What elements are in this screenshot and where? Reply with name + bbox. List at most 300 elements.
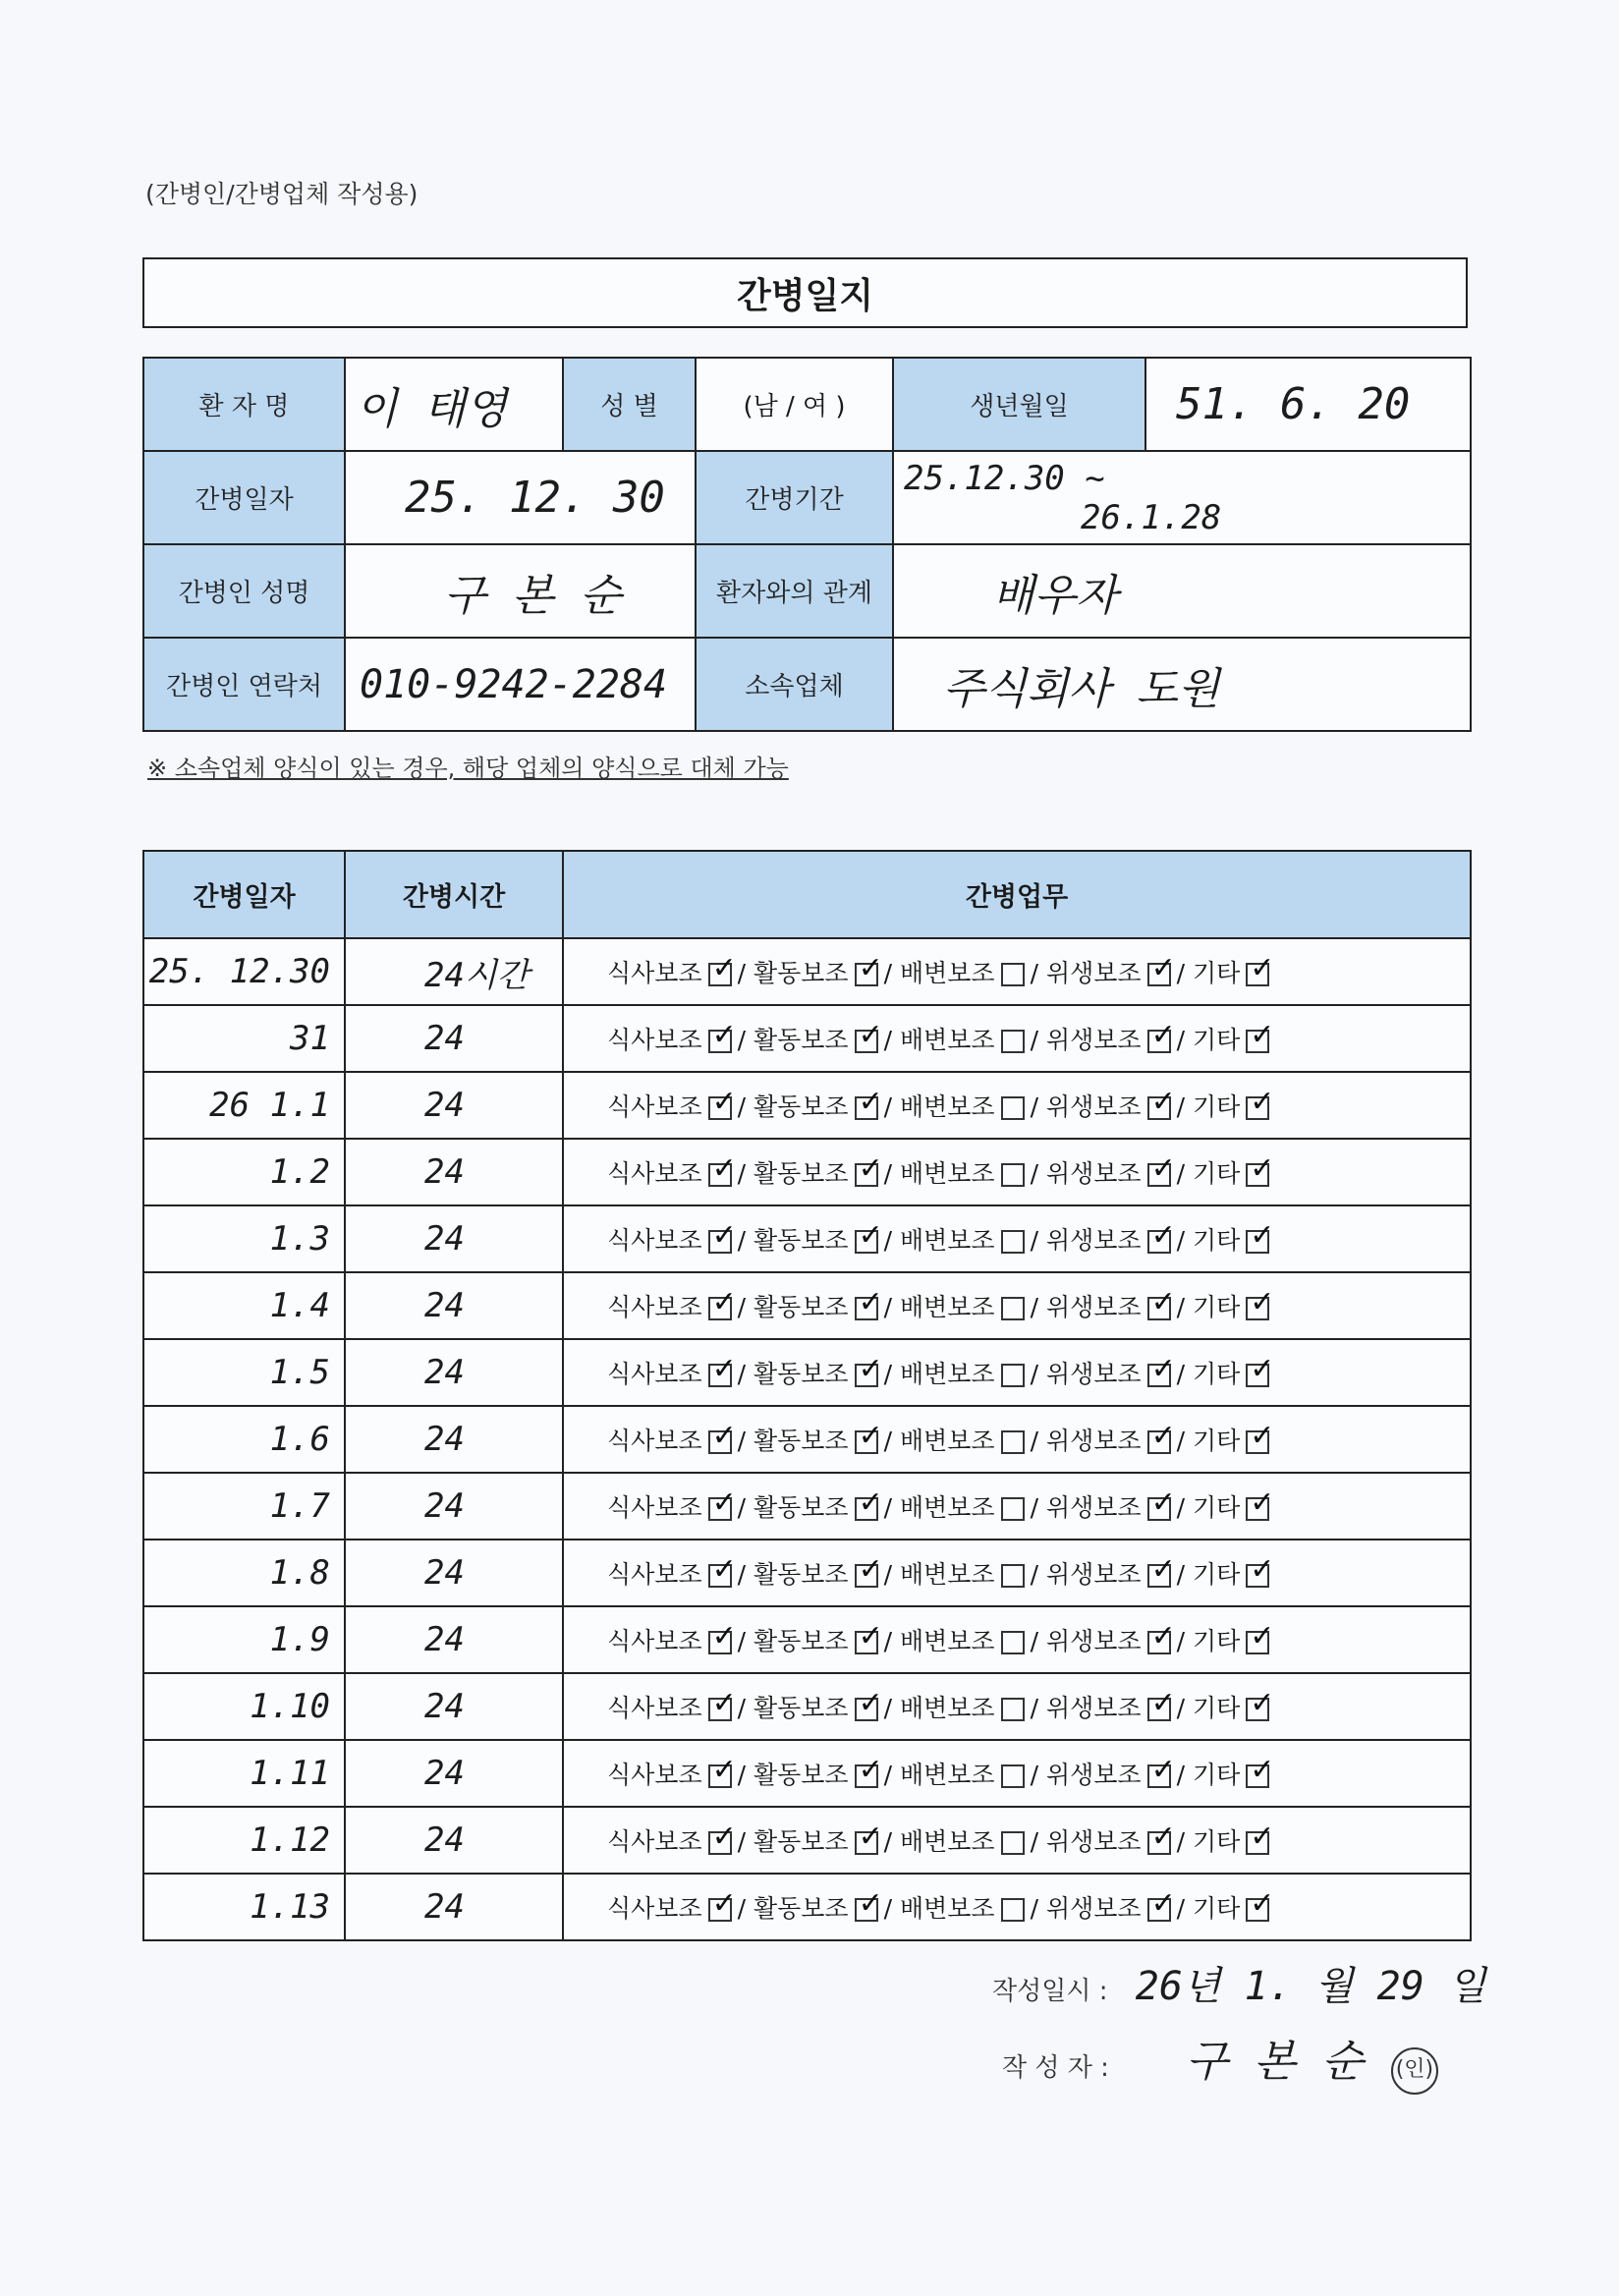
written-date-value: 26년 1. 월 29 일 — [1135, 1964, 1486, 2009]
task-label: 식사보조 — [607, 1226, 702, 1255]
log-header-tasks: 간병업무 — [563, 851, 1471, 938]
written-date-row — [992, 1955, 1486, 2011]
separator: / — [883, 1627, 900, 1655]
separator: / — [1030, 1627, 1046, 1655]
separator: / — [1030, 1427, 1046, 1455]
task-label: 식사보조 — [607, 1827, 702, 1856]
table-row — [143, 1740, 1471, 1807]
separator: / — [883, 1560, 900, 1589]
log-tasks — [563, 1540, 1471, 1606]
task-checkbox[interactable] — [1147, 1297, 1171, 1320]
task-label: 기타 — [1192, 1092, 1241, 1121]
table-row — [143, 1072, 1471, 1139]
page-title: 간병일지 — [142, 257, 1468, 328]
care-period-start: 25.12.30 ~ — [904, 458, 1105, 498]
care-date-label: 간병일자 — [143, 451, 345, 544]
separator: / — [1030, 1560, 1046, 1589]
separator: / — [883, 1026, 900, 1054]
log-date: 1.4 — [143, 1272, 345, 1339]
task-label: 위생보조 — [1045, 959, 1142, 987]
task-checkbox[interactable] — [708, 1430, 732, 1454]
company-label: 소속업체 — [696, 638, 893, 731]
task-label: 식사보조 — [607, 1894, 702, 1923]
log-date: 1.10 — [143, 1673, 345, 1740]
separator: / — [737, 1627, 754, 1655]
task-label: 배변보조 — [899, 1092, 995, 1121]
separator: / — [1176, 1761, 1193, 1789]
author-value: 구 본 순 — [1186, 2037, 1364, 2087]
task-label: 활동보조 — [753, 1092, 849, 1121]
task-label: 식사보조 — [607, 1627, 702, 1655]
log-date: 1.2 — [143, 1139, 345, 1205]
task-checkbox[interactable] — [1246, 1030, 1269, 1053]
task-checkbox[interactable] — [1147, 1430, 1171, 1454]
log-tasks — [563, 1339, 1471, 1406]
separator: / — [883, 1761, 900, 1789]
task-label: 위생보조 — [1045, 1627, 1142, 1655]
separator: / — [1176, 1894, 1193, 1923]
separator: / — [1176, 1159, 1193, 1188]
table-row — [143, 1339, 1471, 1406]
care-period-label: 간병기간 — [696, 451, 893, 544]
task-checkbox[interactable] — [1246, 1631, 1269, 1654]
separator: / — [1176, 1360, 1193, 1388]
task-checkbox[interactable] — [855, 1163, 878, 1187]
separator: / — [1030, 1761, 1046, 1789]
task-label: 식사보조 — [607, 1092, 702, 1121]
table-row — [143, 1205, 1471, 1272]
task-label: 활동보조 — [753, 1360, 849, 1388]
task-label: 기타 — [1192, 959, 1241, 987]
task-label: 활동보조 — [753, 1427, 849, 1455]
task-checkbox[interactable] — [708, 1096, 732, 1120]
task-checkbox[interactable] — [855, 963, 878, 986]
task-label: 식사보조 — [607, 1493, 702, 1522]
task-checkbox[interactable] — [1246, 1364, 1269, 1387]
task-label: 배변보조 — [899, 1360, 995, 1388]
task-checkbox[interactable] — [708, 1764, 732, 1788]
task-label: 배변보조 — [899, 1026, 995, 1054]
task-checkbox[interactable] — [708, 1030, 732, 1053]
task-label: 위생보조 — [1045, 1560, 1142, 1589]
log-date: 1.7 — [143, 1473, 345, 1540]
care-log-table — [142, 850, 1472, 1941]
task-label: 배변보조 — [899, 1560, 995, 1589]
log-hours: 24 — [345, 1540, 563, 1606]
task-checkbox[interactable] — [1001, 1764, 1025, 1788]
task-label: 기타 — [1192, 1827, 1241, 1856]
separator: / — [1030, 959, 1046, 987]
seal-mark: (인) — [1391, 2047, 1438, 2095]
task-label: 활동보조 — [753, 1026, 849, 1054]
task-checkbox[interactable] — [1001, 1096, 1025, 1120]
task-label: 위생보조 — [1045, 1493, 1142, 1522]
task-checkbox[interactable] — [1001, 1497, 1025, 1521]
task-label: 식사보조 — [607, 1427, 702, 1455]
relation-label: 환자와의 관계 — [696, 544, 893, 638]
task-checkbox[interactable] — [708, 1698, 732, 1721]
task-checkbox[interactable] — [1246, 1564, 1269, 1588]
separator: / — [737, 1092, 754, 1121]
separator: / — [883, 959, 900, 987]
task-label: 기타 — [1192, 1894, 1241, 1923]
separator: / — [737, 1026, 754, 1054]
task-checkbox[interactable] — [708, 1297, 732, 1320]
author-label: 작 성 자 : — [1002, 2053, 1109, 2083]
log-date: 1.9 — [143, 1606, 345, 1673]
separator: / — [1030, 1827, 1046, 1856]
task-label: 배변보조 — [899, 959, 995, 987]
task-checkbox[interactable] — [1147, 1096, 1171, 1120]
separator: / — [737, 1694, 754, 1722]
log-date: 1.8 — [143, 1540, 345, 1606]
separator: / — [883, 1293, 900, 1321]
task-label: 배변보조 — [899, 1226, 995, 1255]
patient-name-label: 환 자 명 — [143, 358, 345, 451]
task-checkbox[interactable] — [708, 1497, 732, 1521]
separator: / — [1176, 1293, 1193, 1321]
task-label: 기타 — [1192, 1427, 1241, 1455]
separator: / — [1176, 1627, 1193, 1655]
separator: / — [883, 1427, 900, 1455]
relation-value: 배우자 — [893, 544, 1471, 638]
task-label: 기타 — [1192, 1226, 1241, 1255]
task-label: 위생보조 — [1045, 1092, 1142, 1121]
log-tasks — [563, 1807, 1471, 1874]
separator: / — [1176, 1092, 1193, 1121]
task-checkbox[interactable] — [1147, 1030, 1171, 1053]
log-hours: 24 — [345, 1005, 563, 1072]
care-period-end: 26.1.28 — [1081, 497, 1222, 537]
task-checkbox[interactable] — [1246, 1297, 1269, 1320]
task-label: 식사보조 — [607, 1694, 702, 1722]
separator: / — [1030, 1092, 1046, 1121]
task-checkbox[interactable] — [708, 1230, 732, 1254]
log-date: 25. 12.30 — [143, 938, 345, 1005]
task-checkbox[interactable] — [855, 1030, 878, 1053]
task-label: 위생보조 — [1045, 1761, 1142, 1789]
task-checkbox[interactable] — [855, 1764, 878, 1788]
task-label: 기타 — [1192, 1159, 1241, 1188]
patient-name-value: 이 태영 — [345, 358, 563, 451]
task-label: 식사보조 — [607, 1360, 702, 1388]
task-checkbox[interactable] — [855, 1898, 878, 1922]
separator: / — [883, 1894, 900, 1923]
log-hours: 24 — [345, 1807, 563, 1874]
table-row — [143, 1272, 1471, 1339]
task-label: 배변보조 — [899, 1493, 995, 1522]
birth-value: 51. 6. 20 — [1145, 358, 1471, 451]
task-checkbox[interactable] — [708, 1564, 732, 1588]
log-header-date: 간병일자 — [143, 851, 345, 938]
task-label: 활동보조 — [753, 1827, 849, 1856]
task-label: 위생보조 — [1045, 1360, 1142, 1388]
log-date: 1.5 — [143, 1339, 345, 1406]
task-label: 식사보조 — [607, 1761, 702, 1789]
task-checkbox[interactable] — [855, 1230, 878, 1254]
task-label: 식사보조 — [607, 959, 702, 987]
separator: / — [737, 1427, 754, 1455]
task-label: 기타 — [1192, 1026, 1241, 1054]
separator: / — [737, 1293, 754, 1321]
task-label: 위생보조 — [1045, 1226, 1142, 1255]
separator: / — [1030, 1360, 1046, 1388]
log-hours: 24 — [345, 1874, 563, 1940]
log-hours: 24 — [345, 1740, 563, 1807]
task-label: 식사보조 — [607, 1159, 702, 1188]
separator: / — [1176, 1427, 1193, 1455]
task-checkbox[interactable] — [855, 1831, 878, 1855]
task-label: 활동보조 — [753, 959, 849, 987]
task-label: 식사보조 — [607, 1293, 702, 1321]
log-hours: 24 — [345, 1673, 563, 1740]
separator: / — [1030, 1159, 1046, 1188]
log-date: 1.3 — [143, 1205, 345, 1272]
task-label: 기타 — [1192, 1493, 1241, 1522]
task-checkbox[interactable] — [1246, 963, 1269, 986]
caregiver-label: 간병인 성명 — [143, 544, 345, 638]
author-row — [1002, 2026, 1438, 2095]
task-checkbox[interactable] — [1001, 1564, 1025, 1588]
task-checkbox[interactable] — [1147, 1698, 1171, 1721]
task-checkbox[interactable] — [855, 1698, 878, 1721]
task-label: 활동보조 — [753, 1694, 849, 1722]
task-checkbox[interactable] — [855, 1297, 878, 1320]
task-checkbox[interactable] — [708, 1831, 732, 1855]
log-tasks — [563, 1740, 1471, 1807]
task-label: 식사보조 — [607, 1026, 702, 1054]
log-tasks — [563, 1205, 1471, 1272]
log-tasks — [563, 1139, 1471, 1205]
separator: / — [883, 1360, 900, 1388]
task-checkbox[interactable] — [1246, 1163, 1269, 1187]
task-checkbox[interactable] — [1147, 1497, 1171, 1521]
log-hours: 24 — [345, 1072, 563, 1139]
usage-note: (간병인/간병업체 작성용) — [145, 180, 419, 208]
contact-value: 010-9242-2284 — [345, 638, 696, 731]
log-header-hours: 간병시간 — [345, 851, 563, 938]
task-checkbox[interactable] — [1147, 1631, 1171, 1654]
task-checkbox[interactable] — [708, 1163, 732, 1187]
patient-info-table — [142, 357, 1472, 732]
log-tasks — [563, 1005, 1471, 1072]
task-checkbox[interactable] — [1147, 1163, 1171, 1187]
task-label: 배변보조 — [899, 1627, 995, 1655]
task-checkbox[interactable] — [855, 1564, 878, 1588]
separator: / — [737, 1493, 754, 1522]
task-label: 활동보조 — [753, 1761, 849, 1789]
task-checkbox[interactable] — [1246, 1430, 1269, 1454]
task-checkbox[interactable] — [1246, 1230, 1269, 1254]
task-checkbox[interactable] — [1001, 1631, 1025, 1654]
task-checkbox[interactable] — [1147, 1898, 1171, 1922]
task-label: 활동보조 — [753, 1293, 849, 1321]
task-checkbox[interactable] — [1001, 1364, 1025, 1387]
task-label: 기타 — [1192, 1293, 1241, 1321]
task-label: 배변보조 — [899, 1827, 995, 1856]
sex-label: 성 별 — [563, 358, 696, 451]
task-label: 식사보조 — [607, 1560, 702, 1589]
task-checkbox[interactable] — [708, 963, 732, 986]
log-date: 1.6 — [143, 1406, 345, 1473]
separator: / — [883, 1159, 900, 1188]
task-checkbox[interactable] — [855, 1497, 878, 1521]
separator: / — [1176, 959, 1193, 987]
task-checkbox[interactable] — [1001, 963, 1025, 986]
table-row — [143, 1606, 1471, 1673]
log-hours: 24 — [345, 1606, 563, 1673]
task-checkbox[interactable] — [708, 1898, 732, 1922]
task-label: 기타 — [1192, 1560, 1241, 1589]
separator: / — [1030, 1293, 1046, 1321]
table-row — [143, 1540, 1471, 1606]
task-checkbox[interactable] — [1147, 1764, 1171, 1788]
task-checkbox[interactable] — [1147, 1364, 1171, 1387]
task-checkbox[interactable] — [855, 1096, 878, 1120]
log-date: 26 1.1 — [143, 1072, 345, 1139]
task-checkbox[interactable] — [1001, 1030, 1025, 1053]
task-label: 배변보조 — [899, 1694, 995, 1722]
separator: / — [737, 1360, 754, 1388]
task-checkbox[interactable] — [855, 1364, 878, 1387]
separator: / — [737, 959, 754, 987]
task-checkbox[interactable] — [1001, 1230, 1025, 1254]
separator: / — [737, 1560, 754, 1589]
task-checkbox[interactable] — [1246, 1898, 1269, 1922]
log-tasks — [563, 1673, 1471, 1740]
task-label: 활동보조 — [753, 1894, 849, 1923]
table-row — [143, 1807, 1471, 1874]
separator: / — [1176, 1226, 1193, 1255]
task-label: 위생보조 — [1045, 1694, 1142, 1722]
task-label: 위생보조 — [1045, 1026, 1142, 1054]
task-checkbox[interactable] — [1246, 1497, 1269, 1521]
separator: / — [737, 1827, 754, 1856]
table-row — [143, 1874, 1471, 1940]
table-row — [143, 1406, 1471, 1473]
sex-value: (남 / 여 ) — [696, 358, 893, 451]
log-date: 31 — [143, 1005, 345, 1072]
separator: / — [1176, 1560, 1193, 1589]
care-period-value — [893, 451, 1471, 544]
task-checkbox[interactable] — [855, 1631, 878, 1654]
task-label: 위생보조 — [1045, 1159, 1142, 1188]
birth-label: 생년월일 — [893, 358, 1145, 451]
separator: / — [737, 1894, 754, 1923]
log-tasks — [563, 1874, 1471, 1940]
separator: / — [737, 1159, 754, 1188]
task-checkbox[interactable] — [1147, 1564, 1171, 1588]
separator: / — [1030, 1026, 1046, 1054]
table-row — [143, 938, 1471, 1005]
task-checkbox[interactable] — [1246, 1698, 1269, 1721]
table-row — [143, 1473, 1471, 1540]
contact-label: 간병인 연락처 — [143, 638, 345, 731]
task-label: 위생보조 — [1045, 1293, 1142, 1321]
log-hours: 24 — [345, 1473, 563, 1540]
log-tasks — [563, 938, 1471, 1005]
task-checkbox[interactable] — [1001, 1163, 1025, 1187]
log-tasks — [563, 1473, 1471, 1540]
task-label: 배변보조 — [899, 1761, 995, 1789]
log-tasks — [563, 1072, 1471, 1139]
task-label: 배변보조 — [899, 1159, 995, 1188]
log-tasks — [563, 1606, 1471, 1673]
log-date: 1.13 — [143, 1874, 345, 1940]
separator: / — [1030, 1493, 1046, 1522]
log-hours: 24시간 — [345, 938, 563, 1005]
company-value: 주식회사 도원 — [893, 638, 1471, 731]
task-label: 배변보조 — [899, 1894, 995, 1923]
task-label: 위생보조 — [1045, 1427, 1142, 1455]
separator: / — [1176, 1694, 1193, 1722]
log-date: 1.11 — [143, 1740, 345, 1807]
task-label: 활동보조 — [753, 1493, 849, 1522]
log-hours: 24 — [345, 1339, 563, 1406]
task-label: 기타 — [1192, 1761, 1241, 1789]
task-label: 활동보조 — [753, 1159, 849, 1188]
task-label: 활동보조 — [753, 1226, 849, 1255]
log-date: 1.12 — [143, 1807, 345, 1874]
separator: / — [883, 1694, 900, 1722]
task-checkbox[interactable] — [708, 1631, 732, 1654]
task-checkbox[interactable] — [708, 1364, 732, 1387]
separator: / — [1030, 1226, 1046, 1255]
separator: / — [1176, 1026, 1193, 1054]
separator: / — [1176, 1493, 1193, 1522]
separator: / — [883, 1226, 900, 1255]
task-label: 기타 — [1192, 1360, 1241, 1388]
log-tasks — [563, 1272, 1471, 1339]
task-checkbox[interactable] — [1147, 1230, 1171, 1254]
task-checkbox[interactable] — [1001, 1698, 1025, 1721]
separator: / — [737, 1761, 754, 1789]
table-row — [143, 1673, 1471, 1740]
separator: / — [883, 1827, 900, 1856]
task-label: 위생보조 — [1045, 1894, 1142, 1923]
task-checkbox[interactable] — [1246, 1096, 1269, 1120]
task-checkbox[interactable] — [1147, 1831, 1171, 1855]
task-checkbox[interactable] — [1001, 1831, 1025, 1855]
task-checkbox[interactable] — [1246, 1831, 1269, 1855]
task-checkbox[interactable] — [1001, 1898, 1025, 1922]
task-checkbox[interactable] — [1001, 1430, 1025, 1454]
task-label: 활동보조 — [753, 1560, 849, 1589]
task-label: 배변보조 — [899, 1427, 995, 1455]
care-date-value: 25. 12. 30 — [345, 451, 696, 544]
written-date-label: 작성일시 : — [992, 1977, 1108, 2006]
task-label: 활동보조 — [753, 1627, 849, 1655]
form-note: ※ 소속업체 양식이 있는 경우, 해당 업체의 양식으로 대체 가능 — [147, 755, 789, 782]
separator: / — [1030, 1894, 1046, 1923]
caregiver-value: 구 본 순 — [345, 544, 696, 638]
task-checkbox[interactable] — [1001, 1297, 1025, 1320]
task-label: 기타 — [1192, 1694, 1241, 1722]
table-row — [143, 1005, 1471, 1072]
separator: / — [737, 1226, 754, 1255]
task-label: 배변보조 — [899, 1293, 995, 1321]
log-hours: 24 — [345, 1139, 563, 1205]
task-checkbox[interactable] — [1147, 963, 1171, 986]
table-row — [143, 1139, 1471, 1205]
log-tasks — [563, 1406, 1471, 1473]
task-checkbox[interactable] — [855, 1430, 878, 1454]
log-hours: 24 — [345, 1406, 563, 1473]
task-label: 위생보조 — [1045, 1827, 1142, 1856]
separator: / — [883, 1092, 900, 1121]
log-hours: 24 — [345, 1205, 563, 1272]
task-checkbox[interactable] — [1246, 1764, 1269, 1788]
